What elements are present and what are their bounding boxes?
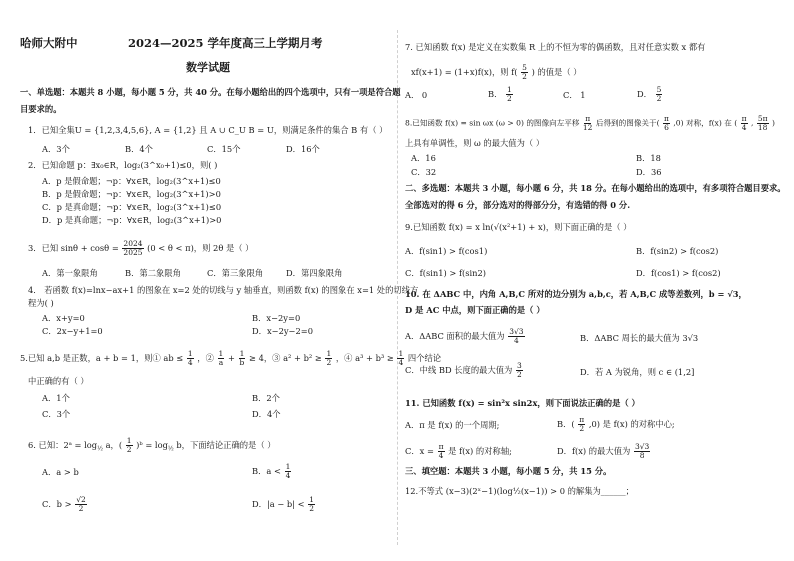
q7-option-a: A． 0 [405,90,428,100]
q8-option-b: B．18 [636,153,661,163]
section-1-heading-cont: 目要求的。 [20,104,62,114]
school-name: 哈师大附中 [20,36,78,50]
q10-stem-cont: D 是 AC 中点，则下面正确的是（ ） [405,305,545,315]
q2-option-d: D．p 是真命题；¬p：∀x∈R，log₂(3^x+1)>0 [42,215,222,225]
q1-option-a: A．3个 [42,144,70,154]
subject-title: 数学试题 [186,61,230,74]
section-1-heading: 一、单选题：本题共 8 小题，每小题 5 分，共 40 分。在每小题给出的四个选项中，只有一项是符合题 [20,87,401,97]
exam-title: 2024—2025 学年度高三上学期月考 [128,36,323,50]
q11-stem: 11. 已知函数 f(x) = sin²x sin2x，则下面说法正确的是（ ） [405,398,640,408]
section-2-heading-cont: 全部选对的得 6 分，部分选对的得部分分，有选错的得 0 分. [405,200,631,210]
q6-option-b: B．a < $\frac{1}{4}$ [252,462,291,480]
q10-option-b: B．ΔABC 周长的最大值为 3√3 [580,333,699,343]
q3-option-d: D．第四象限角 [286,268,343,278]
q9-stem: 9.已知函数 f(x) = x ln(√(x²+1) + x)，则下面正确的是（ ） [405,222,632,232]
q7-stem-cont: xf(x+1) = (1+x)f(x)，则 f( $\frac{5}{2}$ ) 的值是（ ） [411,63,582,81]
q9-option-d: D．f(cos1) > f(cos2) [636,268,721,278]
q3-option-a: A．第一象限角 [42,268,98,278]
q6-stem: 6. 已知：2ᵃ = $\log_{\frac{1}{2}} a$，( $\frac{1}{2}$ )ᵇ = $\log_{\frac{1}{2}} b$，下面结论正确的是（ ） [28,436,276,454]
q7-option-c: C． 1 [563,90,586,100]
q8-stem-cont: 上具有单调性，则 ω 的最大值为（ ） [405,138,545,148]
q2-option-b: B．p 是假命题；¬p：∀x∈R，log₂(3^x+1)>0 [42,189,221,199]
q12-stem: 12.不等式 (x−3)(2ˣ−1)(log½(x−1)) > 0 的解集为______； [405,486,634,496]
q10-option-a: A．ΔABC 面积的最大值为 $\frac{3√3}{4}$ [405,327,524,345]
section-3-heading: 三、填空题：本题共 3 小题，每小题 5 分，共 15 分。 [405,466,612,476]
q1-option-b: B．4个 [125,144,153,154]
q1-option-d: D．16个 [286,144,320,154]
q7-stem: 7. 已知函数 f(x) 是定义在实数集 R 上的不恒为零的偶函数，且对任意实数 x 都有 [405,42,706,52]
q6-option-a: A．a > b [42,467,79,477]
q4-option-c: C．2x−y+1=0 [42,326,103,336]
q4-stem: 4． 若函数 f(x)=lnx−ax+1 的图象在 x=2 处的切线与 y 轴垂直，则函数 f(x) 的图象在 x=1 处的切线方 [28,285,419,295]
q11-option-c: C．x = $\frac{\pi}{4}$ 是 f(x) 的对称轴; [405,442,512,460]
q6-option-d: D．|a − b| < $\frac{1}{2}$ [252,495,315,513]
q10-stem: 10. 在 ΔABC 中，内角 A,B,C 所对的边分别为 a,b,c，若 A,B,C 成等差数列，b = √3， [405,289,747,299]
q9-option-c: C．f(sin1) > f(sin2) [405,268,487,278]
q11-option-b: B．( $\frac{\pi}{2}$ ,0) 是 f(x) 的对称中心; [557,415,675,433]
q11-option-a: A．π 是 f(x) 的一个周期; [405,420,500,430]
q4-stem-cont: 程为( ) [28,298,54,308]
q10-option-d: D．若 A 为锐角，则 c ∈ (1,2] [580,367,695,377]
q5-option-d: D．4个 [252,409,281,419]
q11-option-d: D．f(x) 的最大值为 $\frac{3√3}{8}$ [557,442,650,460]
q1-stem: 1．已知全集U = {1,2,3,4,5,6}, A = {1,2} 且 A ∪ C_U B = U，则满足条件的集合 B 有（ ） [28,125,388,135]
q5-stem-cont: 中正确的有（ ） [28,376,89,386]
q9-option-a: A．f(sin1) > f(cos1) [405,246,488,256]
q5-stem: 5.已知 a,b 是正数，a + b = 1，则① ab ≤ $\frac{1}{4}$ ，② $\frac{1}{a}$ + $\frac{1}{b}$ ≥ 4，③ a² + b² ≥ $\frac{1}{2}$ ，④ a³ + b³ ≥ $\frac{1}{4}$ 四个结论 [20,349,442,367]
q5-option-a: A．1个 [42,393,70,403]
q1-option-c: C．15个 [207,144,241,154]
q2-option-c: C．p 是真命题；¬p：∀x∈R，log₂(3^x+1)≤0 [42,202,222,212]
section-2-heading: 二、多选题：本题共 3 小题，每小题 6 分，共 18 分。在每小题给出的选项中，有多项符合题目要求。 [405,183,786,193]
q8-stem: 8.已知函数 f(x) = sin ωx (ω > 0) 的图像向左平移 $\frac{\pi}{12}$ 后得到的图像关于( $\frac{\pi}{6}$ ,0) 对称，f(x) 在 ( $\frac{\pi}{4}$ , $\frac{5\pi}{18}$ ) [405,114,775,132]
q4-option-d: D．x−2y−2=0 [252,326,314,336]
q2-stem: 2．已知命题 p：∃x₀∈R，log₂(3^x₀+1)≤0，则( ) [28,160,218,170]
q7-option-b: B． $\frac{1}{2}$ [488,85,512,103]
q4-option-b: B．x−2y=0 [252,313,301,323]
q7-option-d: D． $\frac{5}{2}$ [637,85,662,103]
q5-option-c: C．3个 [42,409,71,419]
q2-option-a: A．p 是假命题；¬p：∀x∈R，log₂(3^x+1)≤0 [42,176,221,186]
q4-option-a: A．x+y=0 [42,313,85,323]
q8-option-c: C．32 [411,167,437,177]
q10-option-c: C．中线 BD 长度的最大值为 $\frac{3}{2}$ [405,361,522,379]
q5-option-b: B．2个 [252,393,280,403]
q3-stem: 3．已知 sinθ + cosθ = $\frac{2024}{2025}$ (0 < θ < π)，则 2θ 是（ ） [28,239,254,257]
q9-option-b: B．f(sin2) > f(cos2) [636,246,719,256]
q8-option-a: A．16 [411,153,436,163]
q3-fraction: $\frac{2024}{2025}$ [123,239,143,257]
q3-option-c: C．第三象限角 [207,268,264,278]
q3-option-b: B．第二象限角 [125,268,181,278]
q6-option-c: C．b > $\frac{√2}{2}$ [42,495,86,513]
q8-option-d: D．36 [636,167,662,177]
